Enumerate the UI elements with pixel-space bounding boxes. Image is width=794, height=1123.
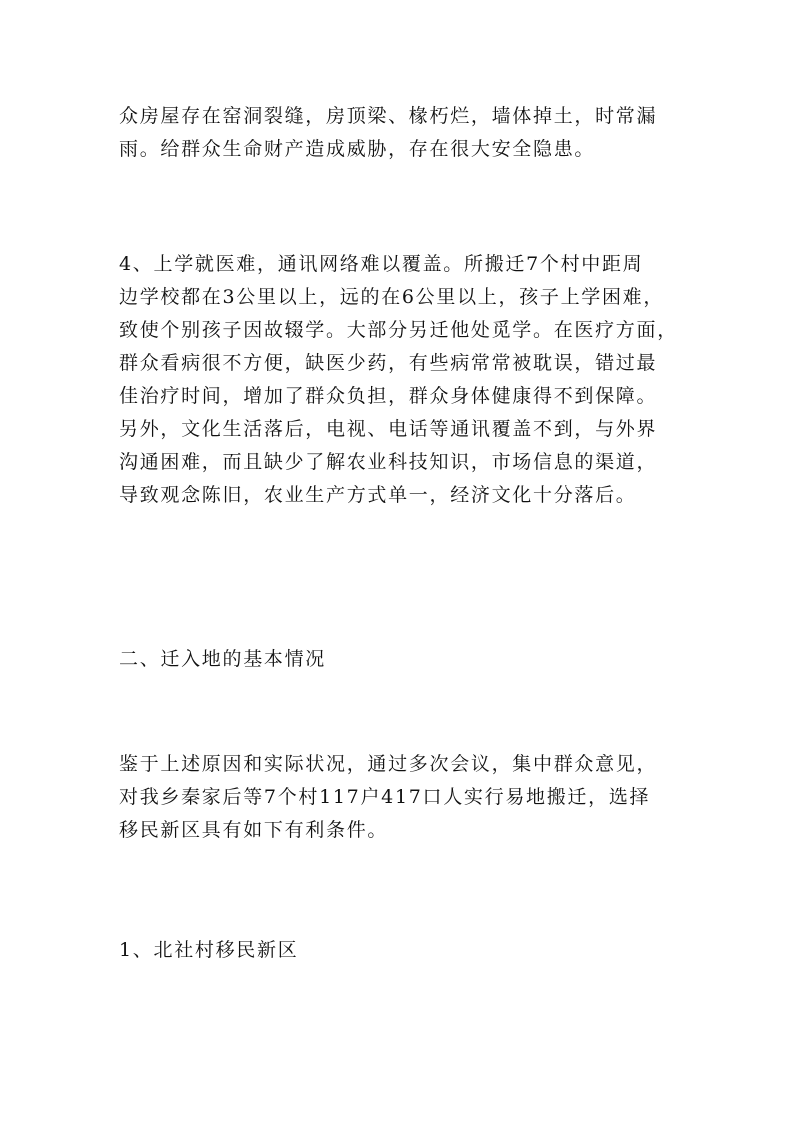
paragraph-housing-safety — [119, 100, 694, 166]
text-line: 致使个别孩子因故辍学。大部分另迁他处觅学。在医疗方面， — [119, 319, 678, 341]
text-line: 群众看病很不方便，缺医少药，有些病常常被耽误，错过最 — [119, 352, 658, 374]
text-line: 移民新区具有如下有利条件。 — [119, 819, 389, 841]
subsection-heading-beishe — [119, 934, 694, 967]
paragraph-education-medical — [119, 248, 694, 512]
paragraph-relocation-plan — [119, 748, 694, 847]
text-line: 沟通困难，而且缺少了解农业科技知识，市场信息的渠道， — [119, 451, 658, 473]
heading-text: 二、迁入地的基本情况 — [119, 648, 327, 670]
text-line: 4、上学就医难，通讯网络难以覆盖。所搬迁7个村中距周 — [119, 253, 644, 275]
text-line: 导致观念陈旧，农业生产方式单一，经济文化十分落后。 — [119, 484, 637, 506]
text-line: 对我乡秦家后等7个村117户417口人实行易地搬迁，选择 — [119, 786, 651, 808]
text-line: 雨。给群众生命财产造成威胁，存在很大安全隐患。 — [119, 138, 596, 160]
text-line: 众房屋存在窑洞裂缝，房顶梁、椽朽烂，墙体掉土，时常漏 — [119, 105, 658, 127]
text-line: 鉴于上述原因和实际状况，通过多次会议，集中群众意见， — [119, 753, 658, 775]
text-line: 边学校都在3公里以上，远的在6公里以上，孩子上学困难， — [119, 286, 665, 308]
heading-text: 1、北社村移民新区 — [119, 939, 299, 961]
text-line: 佳治疗时间，增加了群众负担，群众身体健康得不到保障。 — [119, 385, 658, 407]
text-line: 另外，文化生活落后，电视、电话等通讯覆盖不到，与外界 — [119, 418, 658, 440]
section-heading-destination — [119, 643, 694, 676]
